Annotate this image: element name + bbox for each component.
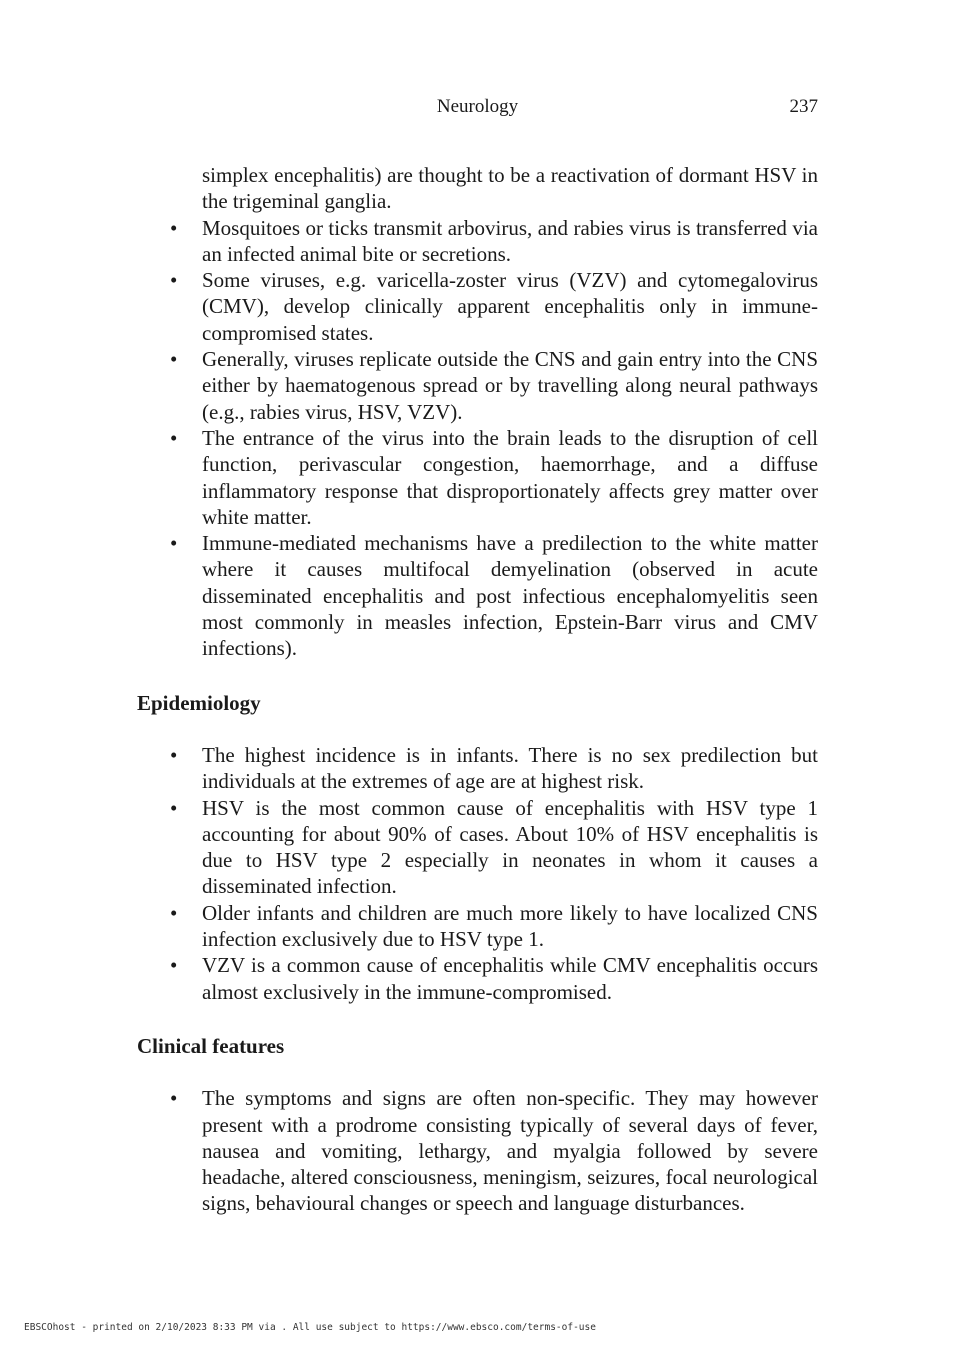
bullet-icon: •: [170, 1086, 178, 1111]
list-item-text: Generally, viruses replicate outside the CNS and gain entry into the CNS either by haematogenous spread or by travelling along neural pathways (e.g., rabies virus, HSV, VZV).: [202, 347, 818, 424]
list-item: [137, 530, 818, 661]
list-item-text: The symptoms and signs are often non-specific. They may however present with a prodrome consisting typically of several days of fever, nausea and vomiting, lethargy, and myalgia followed by severe headache, altered consciousness, meningism, seizures, focal neurological signs, behavioural changes or speech and language disturbances.: [202, 1086, 818, 1216]
epidemiology-heading: Epidemiology: [137, 690, 261, 715]
list-item-text: The entrance of the virus into the brain leads to the disruption of cell function, perivascular congestion, haemorrhage, and a diffuse inflammatory response that disproportionately affects grey matter over white matter.: [202, 425, 818, 529]
bullet-icon: •: [170, 268, 178, 293]
page-number: 237: [789, 96, 818, 117]
list-item: [137, 215, 818, 268]
list-item-text: Immune-mediated mechanisms have a predilection to the white matter where it causes multifocal demyelination (observed in acute disseminated encephalitis and post infectious encephalomyelitis seen most commonly in measles infection, Epstein-Barr virus and CMV infections).: [202, 531, 818, 661]
list-item: [137, 267, 818, 346]
list-item: [137, 900, 818, 953]
page-body: [137, 162, 818, 1217]
list-item: [137, 795, 818, 900]
list-item: [137, 742, 818, 795]
list-item: [137, 425, 818, 530]
list-item-text: Mosquitoes or ticks transmit arbovirus, and rabies virus is transferred via an infected animal bite or secretions.: [202, 215, 818, 266]
list-item: [137, 1085, 818, 1216]
bullet-icon: •: [170, 425, 178, 450]
epidemiology-list: [137, 742, 818, 1005]
bullet-icon: •: [170, 347, 178, 372]
list-item-text: HSV is the most common cause of encephalitis with HSV type 1 accounting for about 90% of cases. About 10% of HSV encephalitis is due to HSV type 2 especially in neonates in whom it causes a disseminated infection.: [202, 795, 818, 899]
bullet-icon: •: [170, 215, 178, 240]
running-title: Neurology: [436, 96, 519, 117]
pathogenesis-list: [137, 215, 818, 662]
clinical-features-list: [137, 1085, 818, 1216]
clinical-features-heading: Clinical features: [137, 1033, 285, 1058]
ebsco-footer-note: EBSCOhost - printed on 2/10/2023 8:33 PM via . All use subject to https://www.ebsco.com/terms-of-use: [24, 1322, 596, 1333]
list-item-text: Older infants and children are much more likely to have localized CNS infection exclusively due to HSV type 1.: [202, 900, 818, 952]
list-item: [137, 346, 818, 425]
bullet-icon: •: [170, 953, 178, 978]
bullet-icon: •: [170, 531, 178, 556]
list-item-text: Some viruses, e.g. varicella-zoster virus (VZV) and cytomegalovirus (CMV), develop clinically apparent encephalitis only in immune-compromised states.: [202, 268, 818, 345]
continuation-paragraph: simplex encephalitis) are thought to be a reactivation of dormant HSV in the trigeminal ganglia.: [202, 163, 818, 214]
list-item-text: The highest incidence is in infants. There is no sex predilection but individuals at the extremes of age are at highest risk.: [202, 742, 818, 794]
bullet-icon: •: [170, 900, 178, 925]
running-head: [137, 96, 818, 122]
list-item: [137, 952, 818, 1005]
bullet-icon: •: [170, 795, 178, 820]
bullet-icon: •: [170, 742, 178, 767]
list-item-text: VZV is a common cause of encephalitis while CMV encephalitis occurs almost exclusively in the immune-compromised.: [202, 953, 818, 1004]
